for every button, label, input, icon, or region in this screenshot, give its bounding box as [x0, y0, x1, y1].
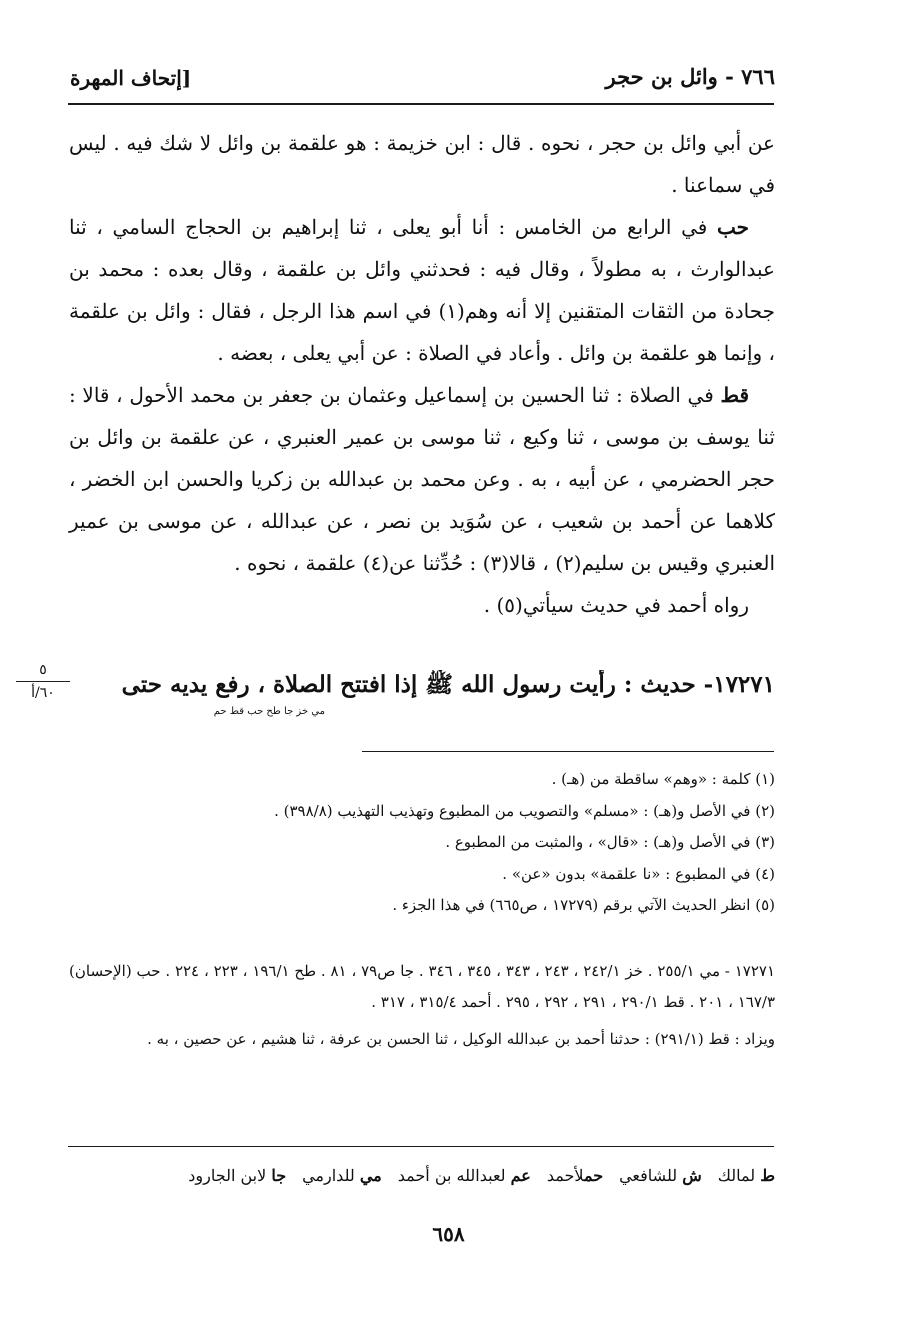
margin-note-top: ٥ — [39, 662, 47, 678]
abbreviation-item — [547, 1166, 603, 1185]
hadith-label: - حديث : — [623, 671, 714, 698]
running-header-book: [إتحاف المهرة — [70, 66, 192, 90]
abbreviation-name: للدارمي — [302, 1166, 355, 1185]
abbreviation-code: ط — [760, 1166, 775, 1185]
abbreviation-code: عم — [510, 1166, 531, 1185]
abbreviation-item — [398, 1166, 531, 1185]
abbreviations-key — [69, 1166, 775, 1185]
abbreviation-name: للشافعي — [619, 1166, 678, 1185]
abbreviation-code: مي — [359, 1166, 382, 1185]
margin-note-bottom: ٦٠/أ — [31, 685, 55, 701]
abbreviation-code: جا — [271, 1166, 287, 1185]
header-rule — [68, 103, 774, 105]
hadith-heading — [69, 670, 775, 704]
margin-note — [12, 662, 74, 701]
abbreviation-code: ش — [682, 1166, 702, 1185]
paragraph-2 — [69, 206, 775, 374]
paragraph-3-text: في الصلاة : ثنا الحسين بن إسماعيل وعثمان بن جعفر بن محمد الأحول ، قالا : ثنا يوسف بن موسى ، ثنا وكيع ، ثنا موسى بن عمير العنبري ، عن علقمة بن وائل بن حجر الحضرمي ، عن أبيه ، به . وعن محمد بن عبدالله بن زكريا والحسن ابن الخضر ، كلاهما عن أحمد بن شعيب ، عن سُوَيد بن نصر ، عن عبدالله ، عن موسى بن عمير العنبري وقيس بن سليم(٢) ، قالا(٣) : حُدِّثنا عن(٤) علقمة ، نحوه . — [69, 383, 775, 575]
abbreviation-item — [302, 1166, 382, 1185]
abbreviation-item — [718, 1166, 775, 1185]
hadith-text: رأيت رسول الله ﷺ إذا افتتح الصلاة ، رفع يديه حتى — [121, 671, 624, 698]
footnote: (٣) في الأصل و(هـ) : «قال» ، والمثبت من المطبوع . — [445, 833, 775, 851]
footnotes — [69, 764, 775, 922]
abbreviations-rule — [68, 1146, 774, 1147]
source-label-hb: حب — [716, 215, 749, 239]
page-number: ٦٥٨ — [432, 1222, 465, 1246]
source-references — [69, 956, 775, 1055]
footnote: (٢) في الأصل و(هـ) : «مسلم» والتصويب من المطبوع وتهذيب التهذيب (٣٩٨/٨) . — [274, 801, 775, 820]
source-label-qt: قط — [720, 383, 749, 407]
abbreviation-code: حم — [583, 1166, 604, 1185]
abbreviation-name: لمالك — [717, 1166, 756, 1185]
addition-note: ويزاد : قط (٢٩١/١) : حدثنا أحمد بن عبدالله الوكيل ، ثنا الحسن بن عرفة ، ثنا هشيم ، عن حصين ، به . — [147, 1030, 775, 1048]
abbreviation-name: لأحمد — [546, 1166, 584, 1185]
running-header-title: ٧٦٦ - وائل بن حجر — [605, 64, 775, 89]
hadith-sources: مي خز جا طح حب قط حم — [213, 706, 325, 717]
hadith-number: ١٧٢٧١ — [713, 671, 775, 698]
footnote: (٤) في المطبوع : «نا علقمة» بدون «عن» . — [502, 864, 775, 883]
footnote: (١) كلمة : «وهم» ساقطة من (هـ) . — [551, 770, 775, 788]
paragraph-1: عن أبي وائل بن حجر ، نحوه . قال : ابن خزيمة : هو علقمة بن وائل لا شك فيه . ليس في سماعنا . — [69, 131, 775, 197]
paragraph-4: رواه أحمد في حديث سيأتي(٥) . — [483, 593, 749, 617]
footnote: (٥) انظر الحديث الآتي برقم (١٧٢٧٩ ، ص٦٦٥) في هذا الجزء . — [392, 896, 775, 914]
abbreviation-name: لابن الجارود — [188, 1166, 267, 1185]
abbreviation-item — [188, 1166, 286, 1185]
footnote-rule — [362, 751, 774, 752]
references-line: ١٧٢٧١ - مي ٢٥٥/١ . خز ٢٤٢/١ ، ٢٤٣ ، ٣٤٣ ، ٣٤٥ ، ٣٤٦ . جا ص٧٩ ، ٨١ . طح ١٩٦/١ ، ٢٢٣ ، ٢٢٤ . حب (الإحسان) ١٦٧/٣ ، ٢٠١ . قط ٢٩٠/١ ، ٢٩١ ، ٢٩٢ ، ٢٩٥ . أحمد ٣١٥/٤ ، ٣١٧ . — [69, 962, 776, 1011]
paragraph-3 — [69, 374, 775, 584]
abbreviation-name: لعبدالله بن أحمد — [397, 1166, 506, 1185]
abbreviation-item — [619, 1166, 702, 1185]
margin-note-bar — [16, 681, 70, 682]
paragraph-2-text: في الرابع من الخامس : أنا أبو يعلى ، ثنا إبراهيم بن الحجاج السامي ، ثنا عبدالوارث ، به مطولاً ، وقال فيه : فحدثني وائل بن علقمة ، وقال بعده : محمد بن جحادة من الثقات المتقنين إلا أنه وهم(١) في اسم هذا الرجل ، فقال : وائل بن علقمة ، وإنما هو علقمة بن وائل . وأعاد في الصلاة : عن أبي يعلى ، بعضه . — [69, 215, 775, 365]
main-text — [69, 122, 775, 626]
